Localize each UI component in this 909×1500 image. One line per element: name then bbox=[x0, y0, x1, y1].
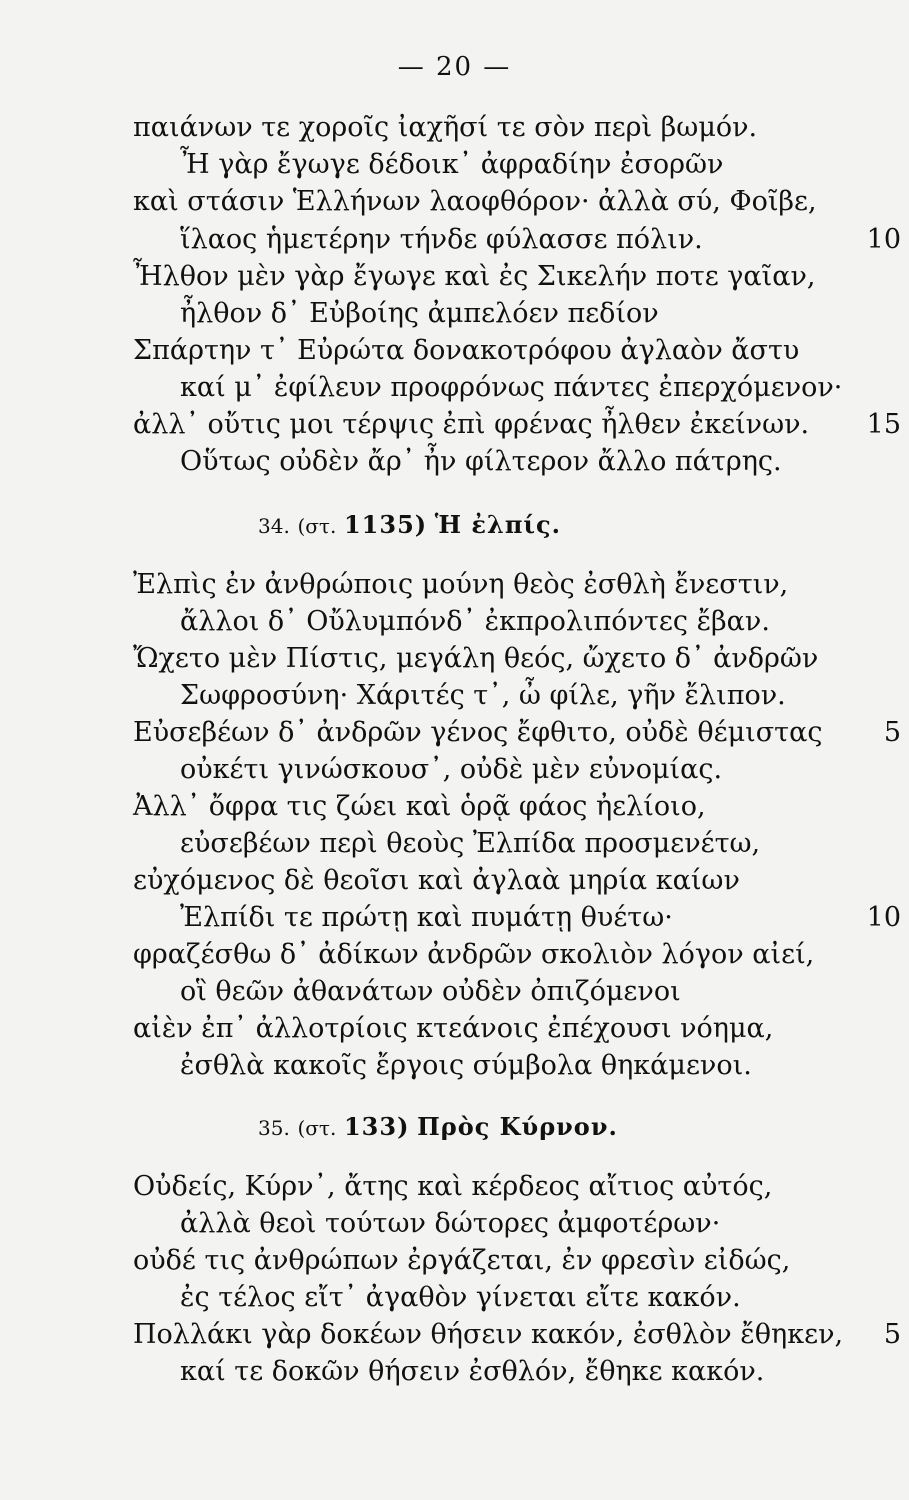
verse-ref-number: 1135) bbox=[343, 510, 428, 539]
verse-line: καί μ᾽ ἐφίλευν προφρόνως πάντες ἐπερχόμενον· bbox=[180, 372, 843, 403]
poem-heading bbox=[258, 1112, 618, 1143]
verse-line: Οὕτως οὐδὲν ἄρ᾽ ἦν φίλτερον ἄλλο πάτρης. bbox=[180, 446, 782, 477]
verse-line: Σωφροσύνη· Χάριτές τ᾽, ὦ φίλε, γῆν ἔλιπον. bbox=[180, 680, 786, 711]
verse-line: εὐχόμενος δὲ θεοῖσι καὶ ἀγλαὰ μηρία καίων bbox=[133, 865, 740, 896]
verse-line: οὐκέτι γινώσκουσ᾽, οὐδὲ μὲν εὐνομίας. bbox=[180, 754, 723, 785]
verse-line: καὶ στάσιν Ἑλλήνων λαοφθόρον· ἀλλὰ σύ, Φοῖβε, bbox=[133, 186, 817, 217]
page-number: — 20 — bbox=[397, 52, 512, 82]
verse-line: φραζέσθω δ᾽ ἀδίκων ἀνδρῶν σκολιὸν λόγον αἰεί, bbox=[133, 939, 815, 970]
verse-line: οἳ θεῶν ἀθανάτων οὐδὲν ὀπιζόμενοι bbox=[180, 976, 681, 1007]
verse-line: Ἦ γὰρ ἔγωγε δέδοικ᾽ ἀφραδίην ἐσορῶν bbox=[180, 149, 724, 180]
verse-line: Ὤχετο μὲν Πίστις, μεγάλη θεός, ὤχετο δ᾽ ἀνδρῶν bbox=[133, 643, 819, 674]
verse-line: οὐδέ τις ἀνθρώπων ἐργάζεται, ἐν φρεσὶν εἰδώς, bbox=[133, 1245, 791, 1276]
verse-line: Ἐλπὶς ἐν ἀνθρώποις μούνη θεὸς ἐσθλὴ ἔνεστιν, bbox=[133, 569, 789, 600]
verse-line: Οὐδείς, Κύρν᾽, ἄτης καὶ κέρδεος αἴτιος αὐτός, bbox=[133, 1171, 773, 1202]
poem-number: 35. bbox=[258, 1116, 290, 1140]
verse-line: ἐς τέλος εἴτ᾽ ἀγαθὸν γίνεται εἴτε κακόν. bbox=[180, 1282, 741, 1313]
verse-line: εὐσεβέων περὶ θεοὺς Ἐλπίδα προσμενέτω, bbox=[180, 828, 761, 859]
poem-title: Πρὸς Κύρνον. bbox=[417, 1112, 618, 1141]
line-number: 15 bbox=[866, 409, 901, 440]
verse-line: Σπάρτην τ᾽ Εὐρώτα δονακοτρόφου ἀγλαὸν ἄστυ bbox=[133, 335, 800, 366]
verse-ref-number: 133) bbox=[343, 1112, 410, 1141]
verse-line: ἀλλ᾽ οὔτις μοι τέρψις ἐπὶ φρένας ἦλθεν ἐκείνων. bbox=[133, 409, 810, 440]
line-number: 10 bbox=[866, 224, 901, 255]
verse-line: ἄλλοι δ᾽ Οὔλυμπόνδ᾽ ἐκπρολιπόντες ἔβαν. bbox=[180, 606, 770, 637]
verse-line: καί τε δοκῶν θήσειν ἐσθλόν, ἔθηκε κακόν. bbox=[180, 1356, 765, 1387]
verse-line: ἦλθον δ᾽ Εὐβοίης ἀμπελόεν πεδίον bbox=[180, 298, 659, 329]
line-number: 5 bbox=[883, 717, 901, 748]
verse-line: Εὐσεβέων δ᾽ ἀνδρῶν γένος ἔφθιτο, οὐδὲ θέμιστας bbox=[133, 717, 823, 748]
verse-line: ἵλαος ἡμετέρην τήνδε φύλασσε πόλιν. bbox=[180, 224, 703, 255]
poem-heading bbox=[258, 510, 561, 541]
verse-line: Πολλάκι γὰρ δοκέων θήσειν κακόν, ἐσθλὸν ἔθηκεν, bbox=[133, 1319, 844, 1350]
poem-title: Ἡ ἐλπίς. bbox=[434, 510, 561, 539]
verse-line: ἀλλὰ θεοὶ τούτων δώτορες ἀμφοτέρων· bbox=[180, 1208, 721, 1239]
line-number: 5 bbox=[883, 1319, 901, 1350]
verse-line: Ἦλθον μὲν γὰρ ἔγωγε καὶ ἐς Σικελήν ποτε γαῖαν, bbox=[133, 261, 816, 292]
poem-number: 34. bbox=[258, 514, 290, 538]
verse-ref-prefix: (στ. bbox=[297, 514, 337, 538]
verse-line: παιάνων τε χοροῖς ἰαχῆσί τε σὸν περὶ βωμόν. bbox=[133, 112, 758, 143]
verse-line: Ἐλπίδι τε πρώτῃ καὶ πυμάτῃ θυέτω· bbox=[180, 902, 673, 933]
line-number: 10 bbox=[866, 902, 901, 933]
verse-ref-prefix: (στ. bbox=[297, 1116, 337, 1140]
verse-line: αἰὲν ἐπ᾽ ἀλλοτρίοις κτεάνοις ἐπέχουσι νόημα, bbox=[133, 1013, 774, 1044]
verse-line: ἐσθλὰ κακοῖς ἔργοις σύμβολα θηκάμενοι. bbox=[180, 1050, 752, 1081]
verse-line: Ἀλλ᾽ ὄφρα τις ζώει καὶ ὁρᾷ φάος ἠελίοιο, bbox=[133, 791, 706, 822]
